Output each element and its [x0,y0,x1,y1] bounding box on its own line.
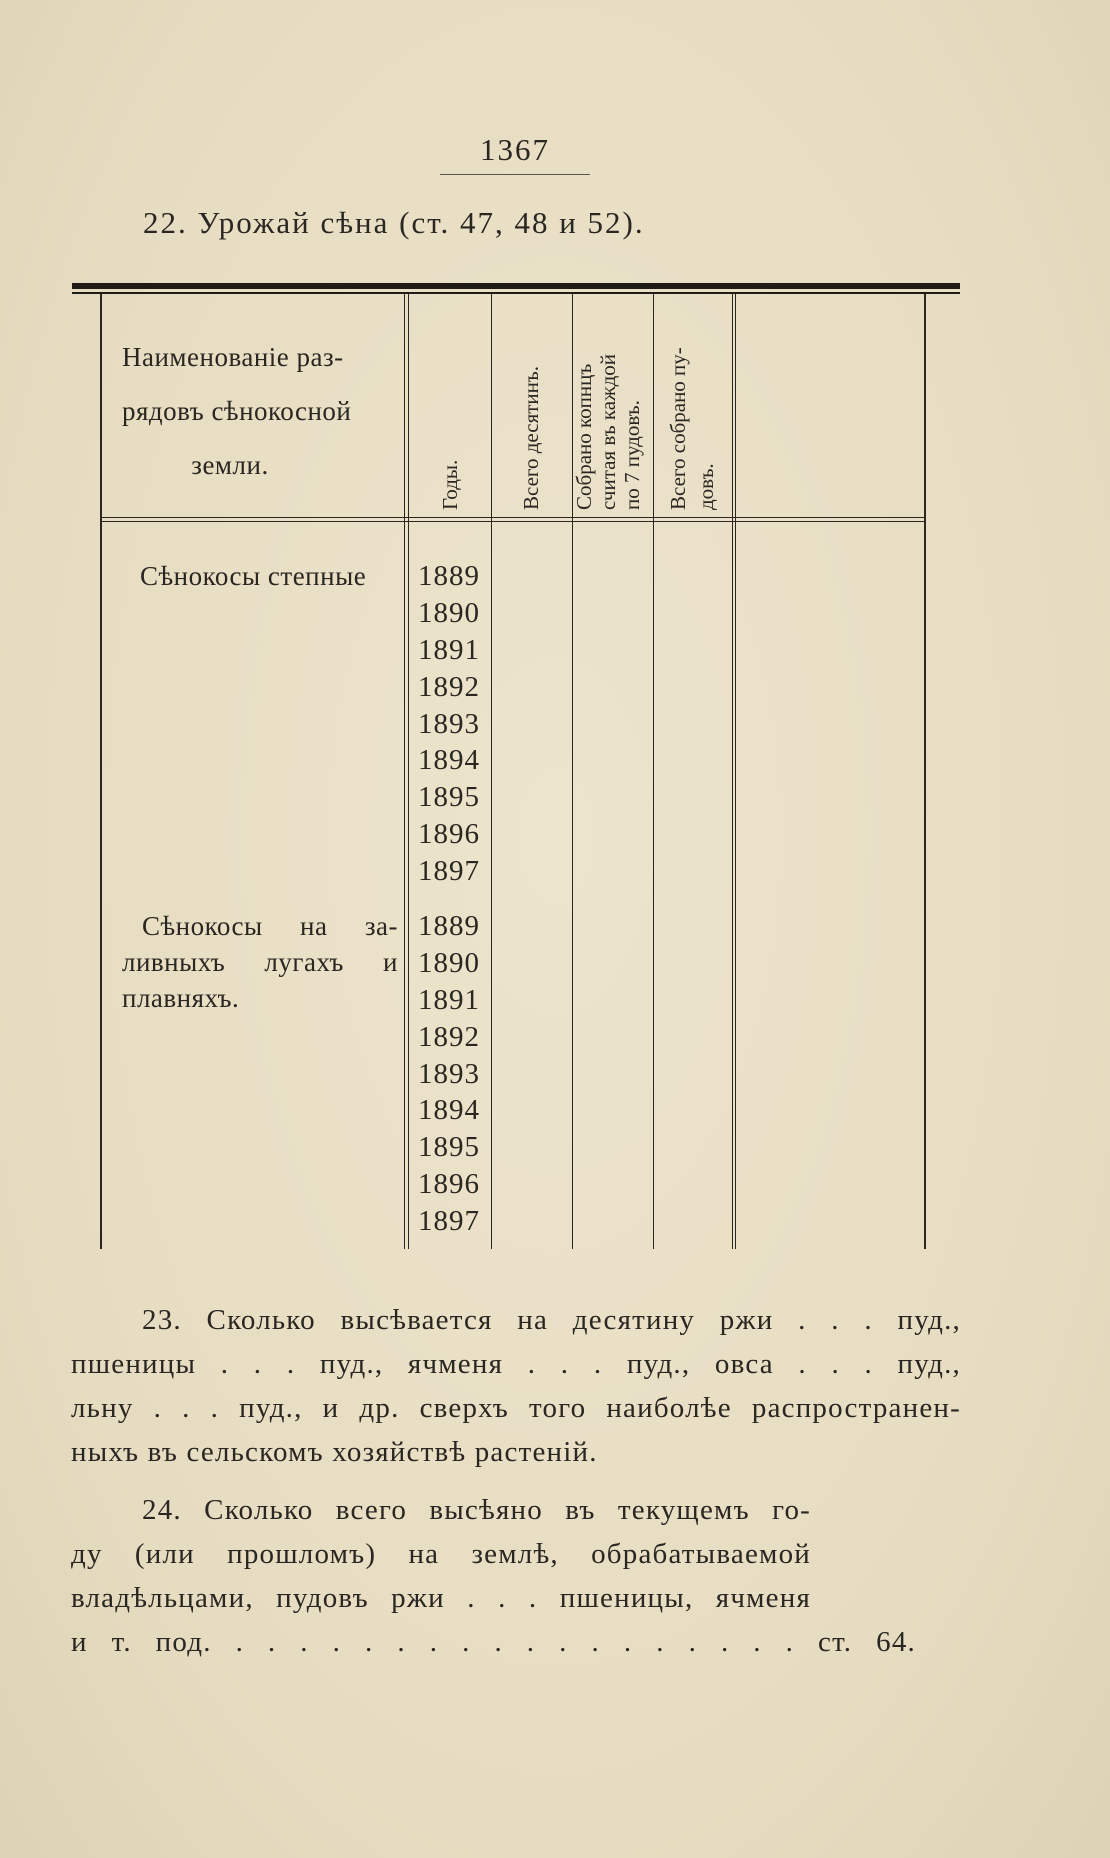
page-number: 1367 [480,132,550,167]
year-cell: 1890 [418,946,480,979]
col-divider [732,294,733,1249]
paragraph-line: владѣльцами, пудовъ ржи . . . пшеницы, ячменя [71,1582,811,1614]
year-cell: 1891 [418,983,480,1016]
col-divider [653,294,654,1249]
year-cell: 1892 [418,670,480,703]
header-kopny-line: по 7 пудовъ. [620,400,644,510]
page-number-rule [440,174,590,175]
year-cell: 1895 [418,781,480,814]
table-left-border [100,294,102,1249]
year-cell: 1891 [418,633,480,666]
paragraph-line: и т. под. . . . . . . . . . . . . . . . . . . ст. 64. [71,1626,916,1658]
header-name [122,330,402,492]
header-rule [102,517,924,518]
col-divider [735,294,736,1249]
paragraph-line: льну . . . пуд., и др. сверхъ того наиболѣе распространен- [71,1392,961,1424]
header-name-line: рядовъ сѣнокосной [122,396,352,426]
paragraph-23 [71,1298,961,1474]
header-pudov-line: довъ. [694,463,718,510]
year-cell: 1897 [418,855,480,888]
table-right-border [924,294,926,1249]
header-pudov-line: Всего собрано пу- [666,347,690,510]
category-label [122,908,398,1016]
year-cell: 1889 [418,910,480,942]
header-kopny-line: Собрано копнцъ [572,363,596,510]
header-kopny-line: считая въ каждой [596,353,620,510]
paragraph-line: пшеницы . . . пуд., ячменя . . . пуд., овса . . . пуд., [71,1348,961,1380]
paragraph-line: 24. Сколько всего высѣяно въ текущемъ го- [142,1494,811,1526]
paragraph-line: ду (или прошломъ) на землѣ, обрабатываемой [71,1538,811,1570]
year-cell: 1896 [418,1168,480,1201]
year-list [418,558,493,890]
year-cell: 1893 [418,1057,480,1090]
year-cell: 1897 [418,1205,480,1238]
paragraph-line: 23. Сколько высѣвается на десятину ржи . . . пуд., [142,1304,961,1336]
header-name-line: Наименованіе раз- [122,342,344,372]
year-cell: 1894 [418,1094,480,1127]
category-line: Сѣнокосы на за- [142,911,398,941]
header-rule [102,521,924,522]
table-top-thick-rule [72,283,960,289]
category-label: Сѣнокосы степные [140,561,367,591]
col-divider [408,294,409,1249]
year-cell: 1895 [418,1131,480,1164]
year-cell: 1893 [418,707,480,740]
year-list [418,908,493,1240]
col-divider [404,294,405,1249]
header-name-line: земли. [191,450,269,480]
header-years: Годы. [438,459,462,510]
section-title: 22. Урожай сѣна (ст. 47, 48 и 52). [143,205,645,240]
paragraph-24 [71,1488,916,1664]
year-cell: 1892 [418,1020,480,1053]
year-cell: 1894 [418,744,480,777]
category-line: ливныхъ лугахъ и [122,947,398,977]
paragraph-line: ныхъ въ сельскомъ хозяйствѣ растеній. [71,1436,598,1468]
year-cell: 1896 [418,818,480,851]
header-desyatin: Всего десятинъ. [519,365,543,510]
year-cell: 1890 [418,596,480,629]
year-cell: 1889 [418,560,480,592]
table-top-thin-rule [72,292,960,294]
category-line: плавняхъ. [122,983,240,1013]
